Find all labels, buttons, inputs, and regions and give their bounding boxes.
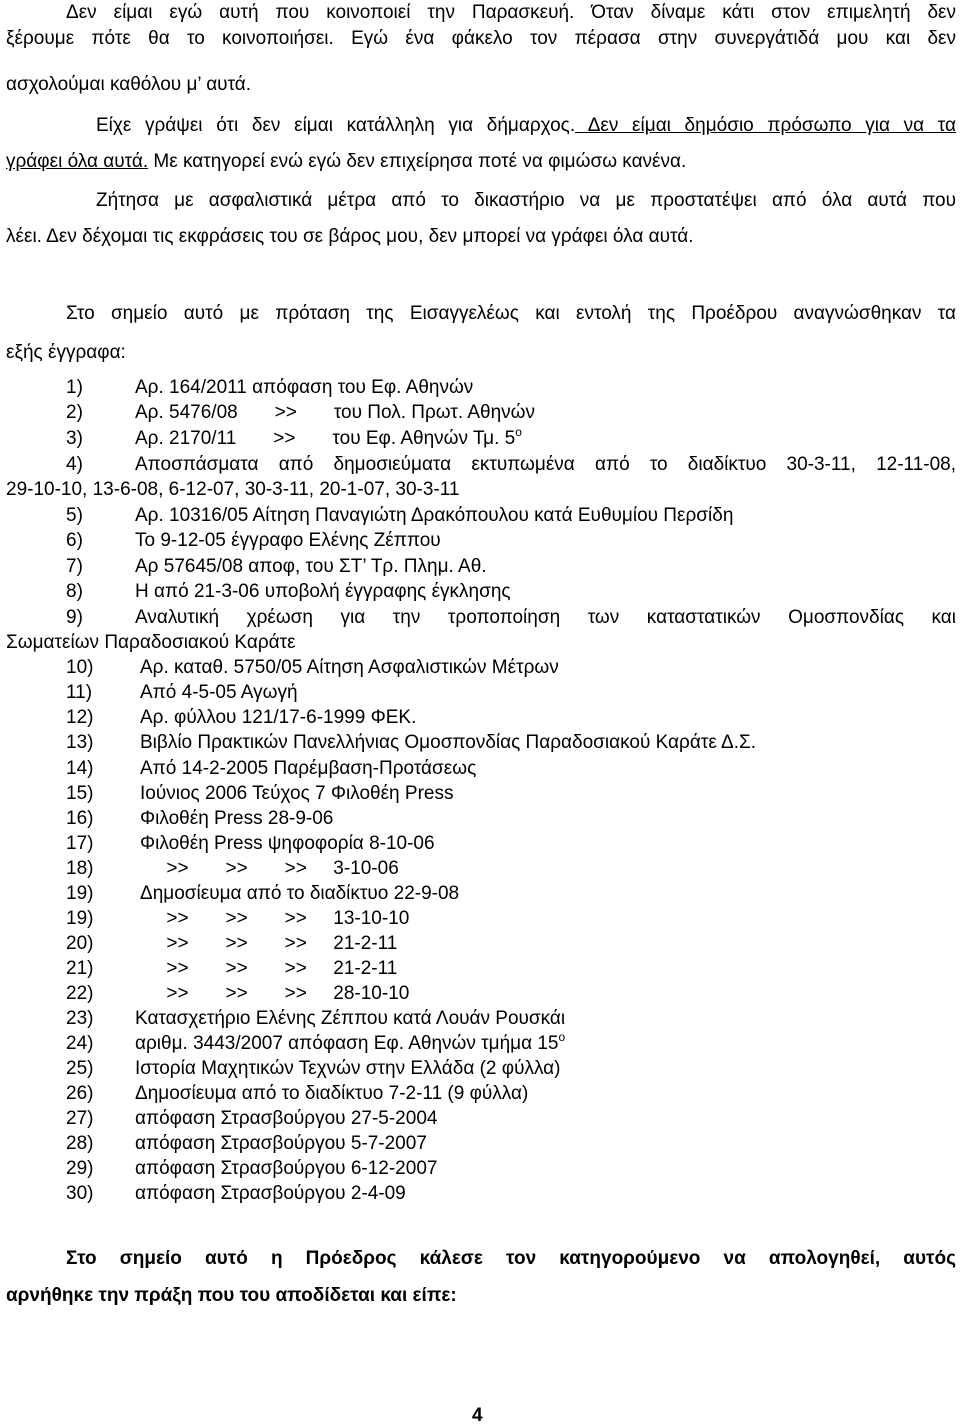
- document-number: 17): [66, 833, 94, 854]
- document-item-continuation: 29-10-10, 13-6-08, 6-12-07, 30-3-11, 20-1-07, 30-3-11: [6, 479, 460, 500]
- document-number: 5): [66, 505, 83, 526]
- document-text: Δημοσίευμα από το διαδίκτυο 22-9-08: [140, 883, 460, 904]
- document-number: 4): [66, 454, 83, 475]
- document-text: Αρ. φύλλου 121/17-6-1999 ΦΕΚ.: [140, 707, 417, 728]
- document-number: 30): [66, 1183, 94, 1204]
- document-text: Αρ. 5476/08 >> του Πολ. Πρωτ. Αθηνών: [135, 402, 536, 423]
- document-item: [140, 707, 416, 729]
- document-item: [140, 883, 459, 905]
- document-text: Φιλοθέη Press ψηφοφορία 8-10-06: [140, 833, 435, 854]
- document-item: [140, 833, 435, 855]
- testimony-line: ξέρουμε πότε θα το κοινοποιήσει. Εγώ ένα φάκελο τον πέρασα στην συνεργάτιδά μου και δεν: [6, 28, 956, 49]
- document-number: 14): [66, 758, 94, 779]
- document-item: [140, 758, 476, 780]
- document-number: 16): [66, 808, 94, 829]
- document-item: [135, 1030, 566, 1055]
- document-item: [135, 1133, 427, 1155]
- document-item: [135, 607, 956, 629]
- closing-line: Στο σημείο αυτό η Πρόεδρος κάλεσε τον κατηγορούμενο να απολογηθεί, αυτός: [66, 1248, 956, 1269]
- testimony-underlined-text: Δεν είμαι δημόσιο πρόσωπο για να τα: [575, 115, 956, 136]
- document-item: [140, 933, 397, 955]
- document-item: [140, 783, 453, 805]
- document-text: >> >> >> 21-2-11: [140, 958, 398, 979]
- document-text: Αρ. 2170/11 >> του Εφ. Αθηνών Τμ. 5: [135, 428, 516, 449]
- intro-line: Στο σημείο αυτό με πρόταση της Εισαγγελέως και εντολή της Προέδρου αναγνώσθηκαν τα: [66, 303, 956, 324]
- document-text: Από 4-5-05 Αγωγή: [140, 682, 298, 703]
- document-item: [140, 958, 397, 980]
- testimony-text: Είχε γράψει ότι δεν είμαι κατάλληλη για δήμαρχος.: [96, 115, 576, 136]
- document-item: [135, 581, 511, 603]
- document-number: 7): [66, 556, 83, 577]
- page-number: 4: [472, 1405, 483, 1426]
- document-text: >> >> >> 28-10-10: [140, 983, 410, 1004]
- document-item: [135, 454, 956, 476]
- document-number: 11): [66, 682, 93, 703]
- document-item: [140, 682, 298, 704]
- document-number: 27): [66, 1108, 94, 1129]
- document-text: Δημοσίευμα από το διαδίκτυο 7-2-11 (9 φύλλα): [135, 1083, 529, 1104]
- document-text: Από 14-2-2005 Παρέμβαση-Προτάσεως: [140, 758, 477, 779]
- document-item: [135, 1083, 528, 1105]
- document-item: [140, 858, 399, 880]
- testimony-line: Δεν είμαι εγώ αυτή που κοινοποιεί την Παρασκευή. Όταν δίναμε κάτι στον επιμελητή δεν: [66, 2, 956, 23]
- document-text: Αρ. καταθ. 5750/05 Αίτηση Ασφαλιστικών Μέτρων: [140, 657, 559, 678]
- document-item: [135, 402, 535, 424]
- document-number: 26): [66, 1083, 94, 1104]
- document-number: 13): [66, 732, 94, 753]
- document-item: [140, 983, 409, 1005]
- document-item: [135, 505, 733, 527]
- document-text: Το 9-12-05 έγγραφο Ελένης Ζέππου: [135, 530, 441, 551]
- document-number: 6): [66, 530, 83, 551]
- document-text: >> >> >> 3-10-06: [140, 858, 399, 879]
- document-number: 2): [66, 402, 83, 423]
- document-item: [135, 1058, 561, 1080]
- document-number: 18): [66, 858, 94, 879]
- document-text: απόφαση Στρασβούργου 2-4-09: [135, 1183, 406, 1204]
- document-text: Αναλυτική χρέωση για την τροποποίηση των καταστατικών Ομοσπονδίας και: [135, 607, 956, 628]
- testimony-line: [96, 115, 956, 137]
- testimony-underlined-text: γράφει όλα αυτά.: [6, 151, 149, 172]
- document-number: 25): [66, 1058, 94, 1079]
- document-item: [140, 657, 559, 679]
- testimony-line: λέει. Δεν δέχομαι τις εκφράσεις του σε βάρος μου, δεν μπορεί να γράφει όλα αυτά.: [6, 226, 694, 247]
- document-text: Βιβλίο Πρακτικών Πανελλήνιας Ομοσπονδίας Παραδοσιακού Καράτε Δ.Σ.: [140, 732, 757, 753]
- document-item: [135, 1158, 437, 1180]
- document-item: [140, 732, 756, 754]
- document-number: 19): [66, 883, 94, 904]
- document-text: αριθμ. 3443/2007 απόφαση Εφ. Αθηνών τμήμα 15: [135, 1033, 559, 1054]
- testimony-line: ασχολούμαι καθόλου μ’ αυτά.: [6, 74, 252, 95]
- document-number: 9): [66, 607, 83, 628]
- document-number: 22): [66, 983, 94, 1004]
- document-superscript: ο: [558, 1030, 566, 1044]
- testimony-line: [6, 151, 686, 173]
- document-number: 20): [66, 933, 94, 954]
- document-item: [135, 377, 473, 399]
- document-number: 23): [66, 1008, 94, 1029]
- document-item-continuation: Σωματείων Παραδοσιακού Καράτε: [6, 632, 296, 653]
- document-text: Αρ. 164/2011 απόφαση του Εφ. Αθηνών: [135, 377, 474, 398]
- document-number: 28): [66, 1133, 94, 1154]
- document-number: 1): [66, 377, 83, 398]
- document-number: 12): [66, 707, 94, 728]
- document-text: >> >> >> 13-10-10: [140, 908, 410, 929]
- document-text: Αρ 57645/08 αποφ, του ΣΤ’ Τρ. Πλημ. Αθ.: [135, 556, 487, 577]
- document-item: [135, 1008, 565, 1030]
- document-number: 19): [66, 908, 94, 929]
- document-item: [135, 1183, 406, 1205]
- document-item: [135, 1108, 437, 1130]
- document-number: 15): [66, 783, 94, 804]
- document-text: >> >> >> 21-2-11: [140, 933, 398, 954]
- document-text: Αποσπάσματα από δημοσιεύματα εκτυπωμένα από το διαδίκτυο 30-3-11, 12-11-08,: [135, 454, 956, 475]
- document-item: [135, 556, 487, 578]
- document-text: Κατασχετήριο Ελένης Ζέππου κατά Λουάν Ρουσκάι: [135, 1008, 566, 1029]
- closing-line: αρνήθηκε την πράξη που του αποδίδεται και είπε:: [6, 1285, 457, 1306]
- document-text: απόφαση Στρασβούργου 5-7-2007: [135, 1133, 427, 1154]
- document-number: 8): [66, 581, 83, 602]
- document-item: [140, 908, 409, 930]
- document-text: Ιστορία Μαχητικών Τεχνών στην Ελλάδα (2 φύλλα): [135, 1058, 561, 1079]
- document-number: 10): [66, 657, 94, 678]
- document-item: [135, 425, 522, 450]
- document-text: Αρ. 10316/05 Αίτηση Παναγιώτη Δρακόπουλου κατά Ευθυμίου Περσίδη: [135, 505, 734, 526]
- document-text: Ιούνιος 2006 Τεύχος 7 Φιλοθέη Press: [140, 783, 454, 804]
- document-number: 29): [66, 1158, 94, 1179]
- document-text: απόφαση Στρασβούργου 27-5-2004: [135, 1108, 438, 1129]
- document-text: Φιλοθέη Press 28-9-06: [140, 808, 334, 829]
- intro-line: εξής έγγραφα:: [6, 342, 126, 363]
- document-text: Η από 21-3-06 υποβολή έγγραφης έγκλησης: [135, 581, 511, 602]
- document-item: [140, 808, 333, 830]
- testimony-line: Ζήτησα με ασφαλιστικά μέτρα από το δικαστήριο να με προστατέψει από όλα αυτά που: [96, 190, 956, 211]
- document-number: 21): [66, 958, 94, 979]
- document-number: 3): [66, 428, 83, 449]
- document-number: 24): [66, 1033, 94, 1054]
- document-item: [135, 530, 441, 552]
- document-superscript: ο: [515, 425, 522, 439]
- document-text: απόφαση Στρασβούργου 6-12-2007: [135, 1158, 438, 1179]
- testimony-text: Με κατηγορεί ενώ εγώ δεν επιχείρησα ποτέ να φιμώσω κανένα.: [148, 151, 687, 172]
